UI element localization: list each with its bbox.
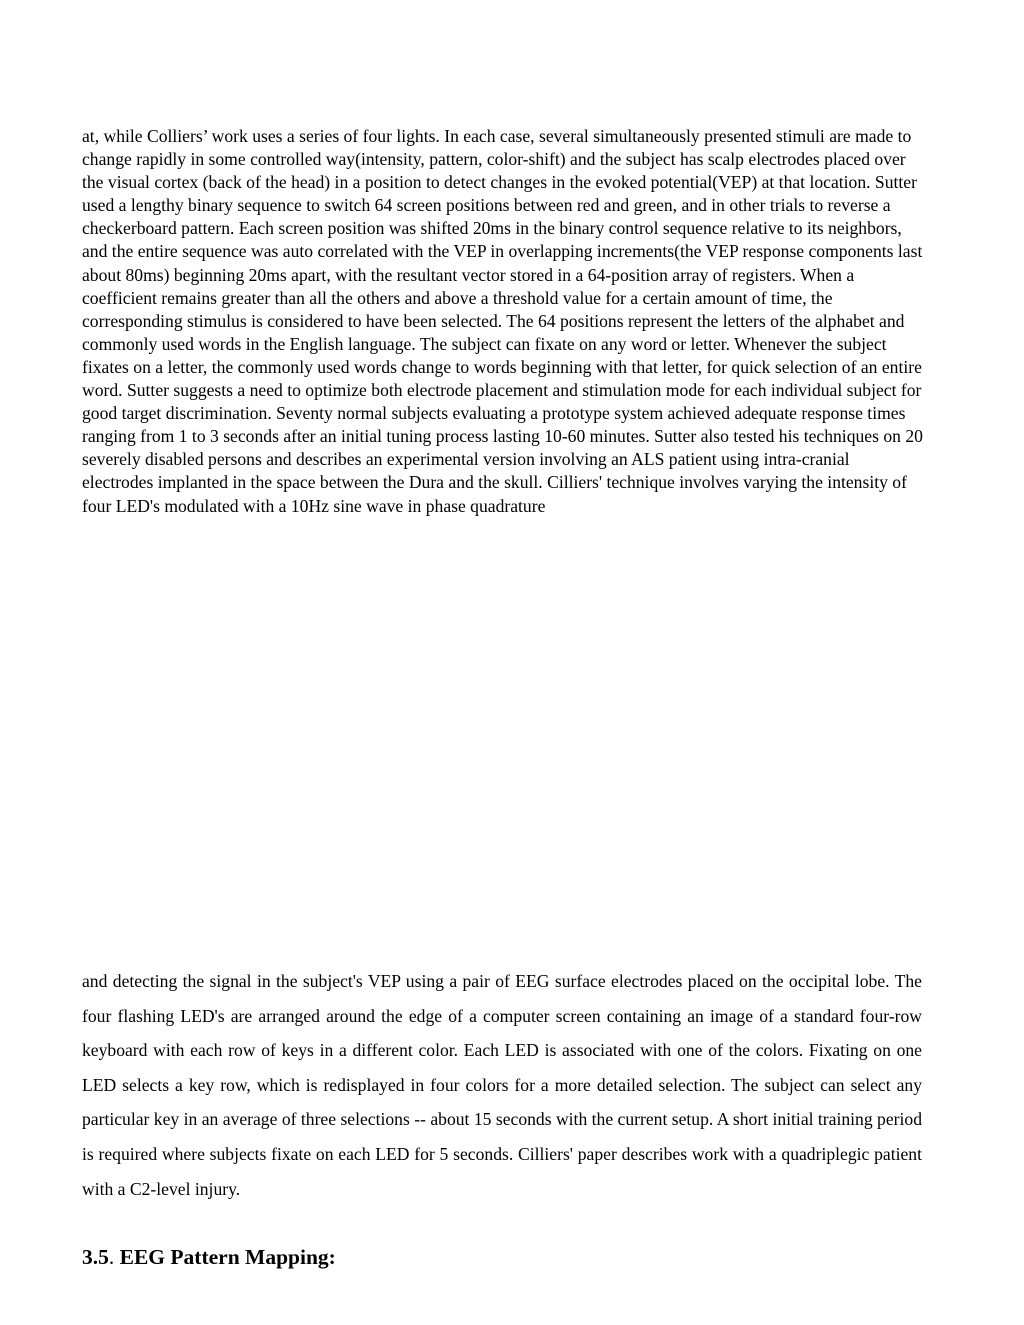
section-heading (82, 1242, 336, 1272)
body-paragraph-bottom: and detecting the signal in the subject's VEP using a pair of EEG surface electrodes placed on the occipital lobe. The four flashing LED's are arranged around the edge of a computer screen containing an image of a standard four-row keyboard with each row of keys in a different color. Each LED is associated with one of the colors. Fixating on one LED selects a key row, which is redisplayed in four colors for a more detailed selection. The subject can select any particular key in an average of three selections -- about 15 seconds with the current setup. A short initial training period is required where subjects fixate on each LED for 5 seconds. Cilliers' paper describes work with a quadriplegic patient with a C2-level injury. (82, 971, 922, 1199)
section-separator: . (108, 1245, 115, 1269)
section-title: EEG Pattern Mapping: (114, 1245, 336, 1269)
section-number: 3.5 (82, 1245, 109, 1269)
body-paragraph-top: at, while Colliers’ work uses a series of four lights. In each case, several simultaneously presented stimuli are made to change rapidly in some controlled way(intensity, pattern, color-shift) and the subject has scalp electrodes placed over the visual cortex (back of the head) in a position to detect changes in the evoked potential(VEP) at that location. Sutter used a lengthy binary sequence to switch 64 screen positions between red and green, and in other trials to reverse a checkerboard pattern. Each screen position was shifted 20ms in the binary control sequence relative to its neighbors, and the entire sequence was auto correlated with the VEP in overlapping increments(the VEP response components last about 80ms) beginning 20ms apart, with the resultant vector stored in a 64-position array of registers. When a coefficient remains greater than all the others and above a threshold value for a certain amount of time, the corresponding stimulus is considered to have been selected. The 64 positions represent the letters of the alphabet and commonly used words in the English language. The subject can fixate on any word or letter. Whenever the subject fixates on a letter, the commonly used words change to words beginning with that letter, for quick selection of an entire word. Sutter suggests a need to optimize both electrode placement and stimulation mode for each individual subject for good target discrimination. Seventy normal subjects evaluating a prototype system achieved adequate response times ranging from 1 to 3 seconds after an initial tuning process lasting 10-60 minutes. Sutter also tested his techniques on 20 severely disabled persons and describes an experimental version involving an ALS patient using intra-cranial electrodes implanted in the space between the Dura and the skull. Cilliers' technique involves varying the intensity of four LED's modulated with a 10Hz sine wave in phase quadrature (82, 126, 923, 516)
